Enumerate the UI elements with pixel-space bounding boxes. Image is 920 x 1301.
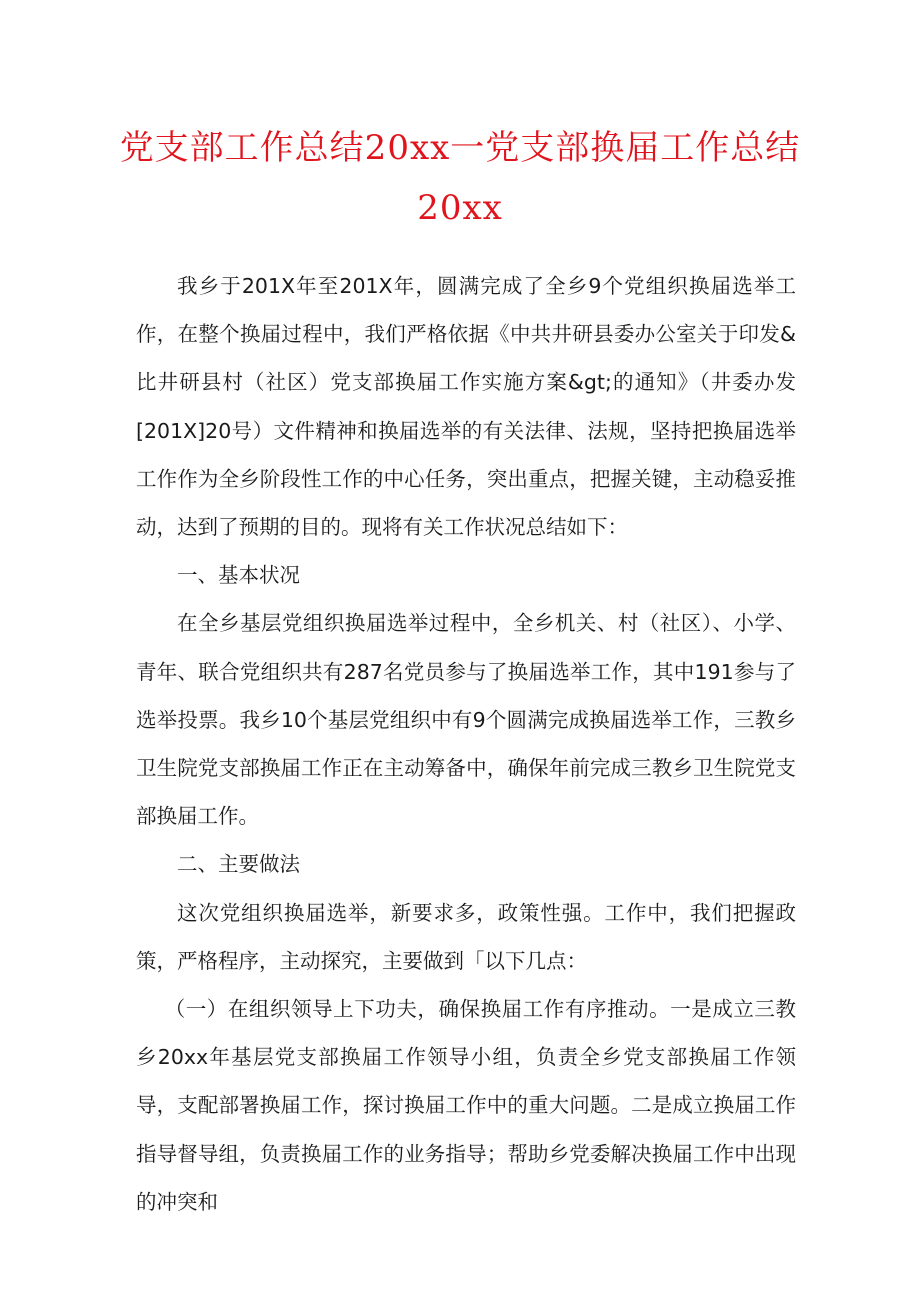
section-heading-basic-status: 一、基本状况 xyxy=(177,563,300,588)
document-title: 党支部工作总结20xx一党支部换届工作总结20xx xyxy=(119,128,801,228)
document-body xyxy=(136,262,796,1226)
paragraph-basic-status: 在全乡基层党组织换届选举过程中，全乡机关、村（社区）、小学、青年、联合党组织共有287名党员参与了换届选举工作，其中191参与了选举投票。我乡10个基层党组织中有9个圆满完成换届选举工作，三教乡卫生院党支部换届工作正在主动筹备中，确保年前完成三教乡卫生院党支部换届工作。 xyxy=(136,611,796,829)
paragraph-organization-leadership: （一）在组织领导上下功夫，确保换届工作有序推动。一是成立三教乡20xx年基层党支部换届工作领导小组，负责全乡党支部换届工作领导，支配部署换届工作，探讨换届工作中的重大问题。二是成立换届工作指导督导组，负责换届工作的业务指导；帮助乡党委解决换届工作中出现的冲突和 xyxy=(136,997,796,1214)
paragraph-intro: 我乡于201X年至201X年，圆满完成了全乡9个党组织换届选举工作，在整个换届过程中，我们严格依据《中共井研县委办公室关于印发&比井研县村（社区）党支部换届工作实施方案&gt;的通知》（井委办发[201X]20号）文件精神和换届选举的有关法律、法规，坚持把换届选举工作作为全乡阶段性工作的中心任务，突出重点，把握关键，主动稳妥推动，达到了预期的目的。现将有关工作状况总结如下： xyxy=(136,274,796,540)
paragraph-main-practices: 这次党组织换届选举，新要求多，政策性强。工作中，我们把握政策，严格程序，主动探究，主要做到「以下几点： xyxy=(136,900,796,973)
section-heading-main-practices: 二、主要做法 xyxy=(177,852,300,877)
